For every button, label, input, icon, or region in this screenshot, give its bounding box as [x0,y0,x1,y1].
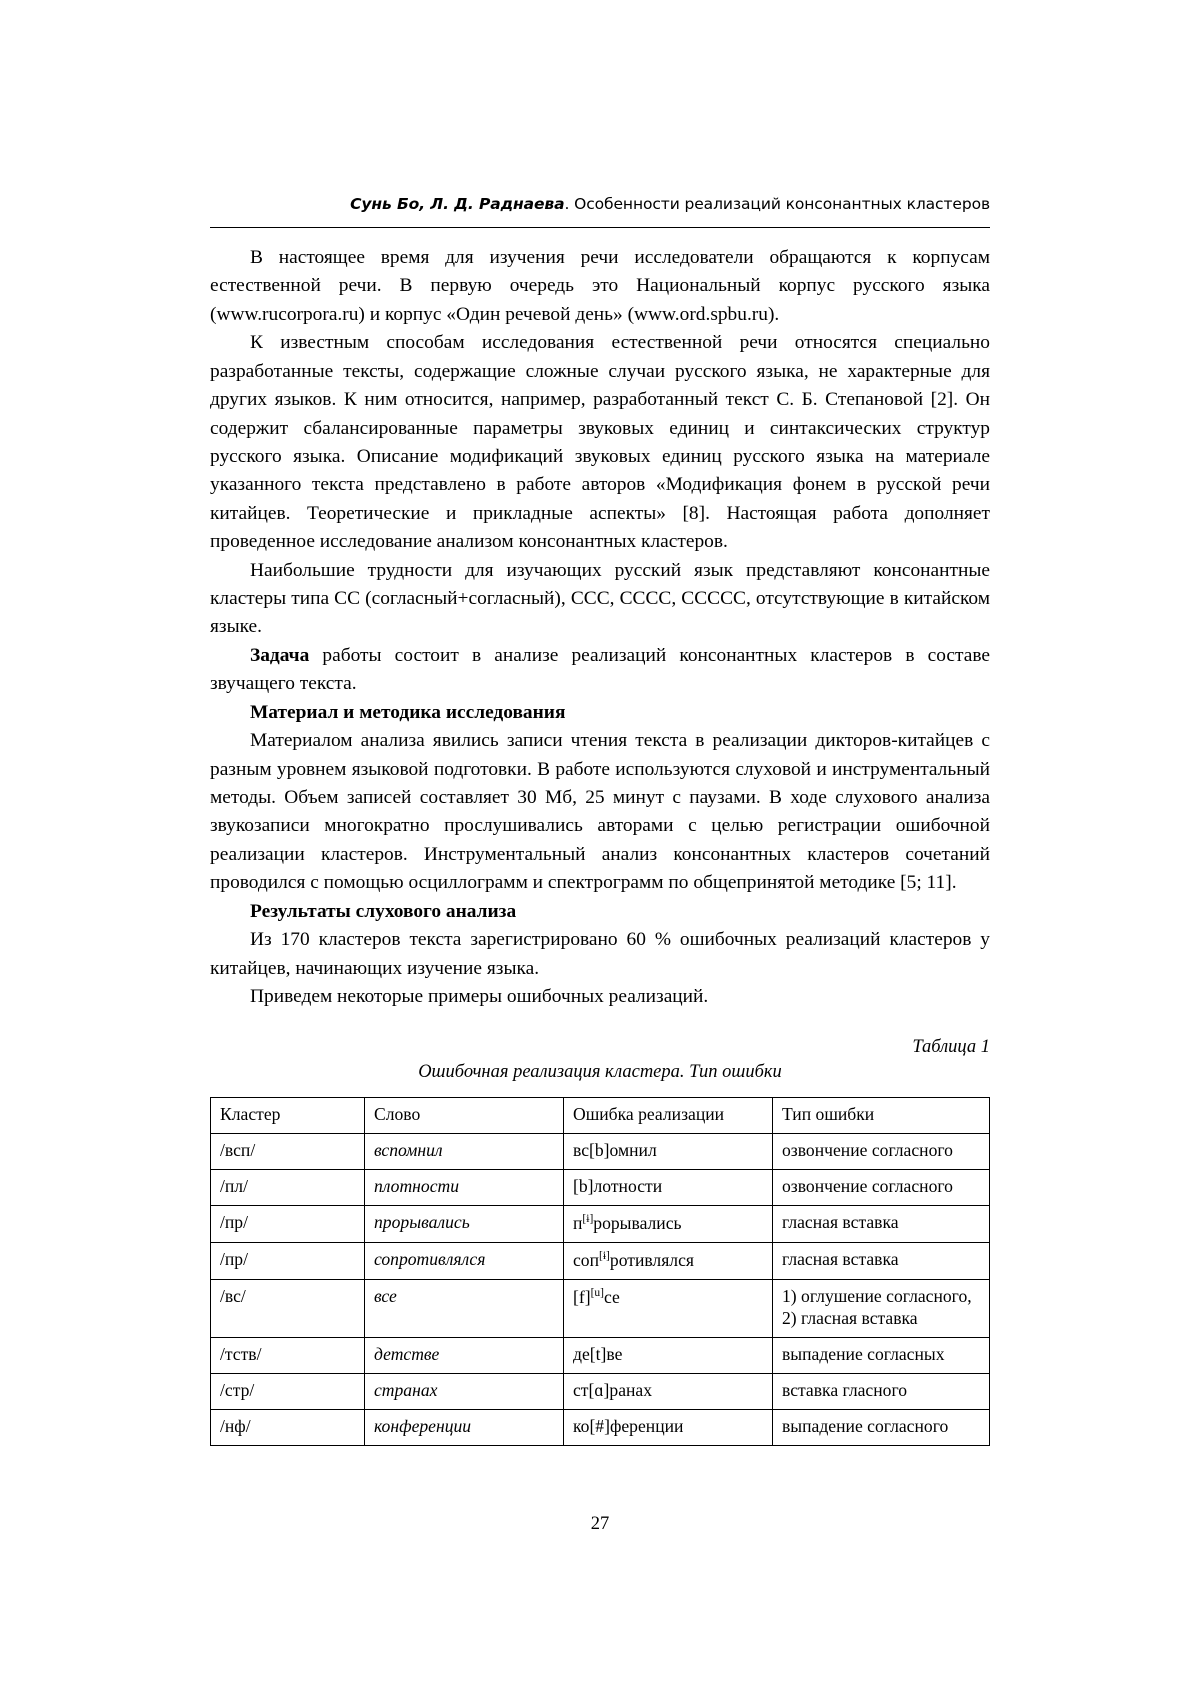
cell-type-line1: 1) оглушение согласного, [782,1286,972,1307]
cell-type: вставка гласного [773,1373,990,1409]
page-number: 27 [590,1514,610,1534]
cell-type: гласная вставка [773,1206,990,1243]
cell-error-post: рорывались [593,1213,682,1234]
running-head-authors: Сунь Бо, Л. Д. Раднаева [350,195,565,213]
table-row [211,1243,990,1280]
paragraph-results-examples: Приведем некоторые примеры ошибочных реализаций. [250,985,709,1007]
cell-word: прорывались [365,1206,564,1243]
table-row [211,1134,990,1170]
table-header-word: Слово [365,1098,564,1134]
cell-type: выпадение согласных [773,1338,990,1374]
table-header-error: Ошибка реализации [564,1098,773,1134]
cell-word: все [365,1280,564,1338]
table-row [211,1409,990,1445]
table-header-row [211,1098,990,1134]
cell-error [564,1243,773,1280]
header-divider [210,227,990,228]
table-row [211,1280,990,1338]
cell-cluster: /нф/ [211,1409,365,1445]
heading-results: Результаты слухового анализа [250,900,517,922]
cell-error: ст[ɑ]ранах [564,1373,773,1409]
running-head [210,195,990,213]
cell-cluster: /тств/ [211,1338,365,1374]
paragraph-task [210,642,990,699]
table-row [211,1206,990,1243]
table-row [211,1338,990,1374]
cell-word: странах [365,1373,564,1409]
table-header-type: Тип ошибки [773,1098,990,1134]
cell-word: вспомнил [365,1134,564,1170]
cell-type: гласная вставка [773,1243,990,1280]
paragraph-results-stats: Из 170 кластеров текста зарегистрировано 60 % ошибочных реализаций кластеров у китайцев, начинающих изучение языка. [210,929,990,979]
cell-word: плотности [365,1170,564,1206]
table-row [211,1373,990,1409]
error-realization-table [210,1097,990,1446]
paragraph-corpora: В настоящее время для изучения речи исследователи обращаются к корпусам естественной речи. В первую очередь это Национальный корпус русского языка (www.rucorpora.ru) и корпус «Один речевой день» (www.ord.spbu.ru). [210,247,990,325]
paragraph-texts: К известным способам исследования естественной речи относятся специально разработанные тексты, содержащие сложные случаи русского языка, не характерные для других языков. К ним относится, например, разработанный текст С. Б. Степановой [2]. Он содержит сбалансированные параметры звуковых единиц и синтаксических структур русского языка. Описание модификаций звуковых единиц русского языка на материале указанного текста представлено в работе авторов «Модификация фонем в русской речи китайцев. Теоретические и прикладные аспекты» [8]. Настоящая работа дополняет проведенное исследование анализом консонантных кластеров. [210,332,990,553]
table-caption: Ошибочная реализация кластера. Тип ошибки [418,1062,782,1083]
cell-error-post: ротивлялся [609,1250,694,1271]
cell-cluster: /пр/ [211,1243,365,1280]
task-lead: Задача [250,644,310,666]
cell-cluster: /пр/ [211,1206,365,1243]
cell-cluster: /стр/ [211,1373,365,1409]
cell-error: ко[#]ференции [564,1409,773,1445]
paragraph-material: Материалом анализа явились записи чтения текста в реализации дикторов-китайцев с разным уровнем языковой подготовки. В работе используются слуховой и инструментальный методы. Объем записей составляет 30 Мб, 25 минут с паузами. В ходе слухового анализа звукозаписи многократно прослушивались авторами с целью регистрации ошибочной реализации кластеров. Инструментальный анализ консонантных кластеров сочетаний проводился с помощью осциллограмм и спектрограмм по общепринятой методике [5; 11]. [210,730,990,894]
paragraph-clusters: Наибольшие трудности для изучающих русский язык представляют консонантные кластеры типа СС (согласный+согласный), ССС, СССС, ССССС, отсутствующие в китайском языке. [210,559,990,638]
cell-type [773,1280,990,1338]
table-row [211,1170,990,1206]
cell-word: сопротивлялся [365,1243,564,1280]
cell-error-pre: п [573,1213,583,1234]
table-header-cluster: Кластер [211,1098,365,1134]
cell-cluster: /пл/ [211,1170,365,1206]
cell-error: [b]лотности [564,1170,773,1206]
cell-error-pre: [f] [573,1286,591,1307]
cell-error-sup: [u] [590,1287,604,1300]
cell-cluster: /вс/ [211,1280,365,1338]
cell-error-sup: [ɨ] [599,1250,610,1263]
cell-error-pre: соп [573,1250,600,1271]
running-head-title: . Особенности реализаций консонантных кластеров [564,195,990,213]
cell-error [564,1280,773,1338]
heading-material-method: Материал и методика исследования [250,701,566,723]
cell-type: озвончение согласного [773,1170,990,1206]
cell-error [564,1206,773,1243]
task-rest: работы состоит в анализе реализаций консонантных кластеров в составе звучащего текста. [210,644,990,695]
cell-word: конференции [365,1409,564,1445]
cell-type: озвончение согласного [773,1134,990,1170]
cell-error-post: се [604,1286,620,1307]
cell-error: де[t]ве [564,1338,773,1374]
cell-type: выпадение согласного [773,1409,990,1445]
cell-type-line2: 2) гласная вставка [782,1308,918,1329]
table-number-label: Таблица 1 [912,1037,990,1058]
cell-word: детстве [365,1338,564,1374]
cell-cluster: /всп/ [211,1134,365,1170]
cell-error: вс[b]омнил [564,1134,773,1170]
cell-error-sup: [ɨ] [582,1213,594,1226]
